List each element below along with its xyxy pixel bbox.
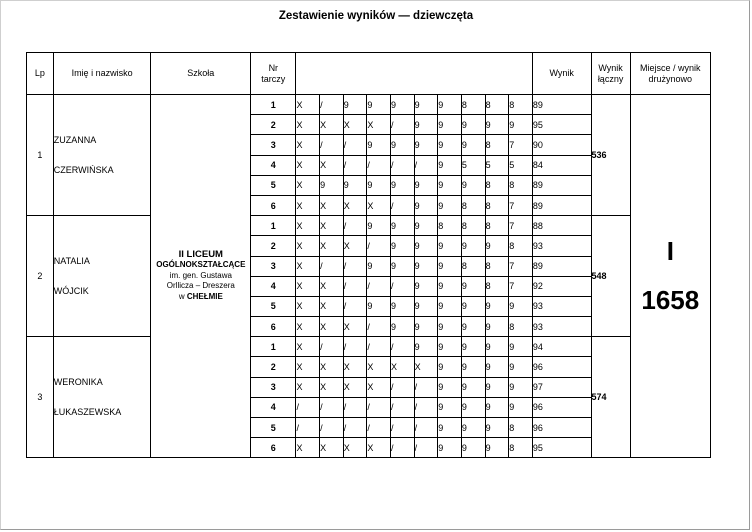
table-row xyxy=(27,95,711,115)
shot-cell: X xyxy=(296,135,320,155)
shot-cell: 9 xyxy=(485,296,509,316)
shot-cell: X xyxy=(320,296,344,316)
results-body xyxy=(27,95,711,458)
shot-cell: / xyxy=(391,276,415,296)
shot-cell: / xyxy=(414,155,438,175)
shot-cell: 9 xyxy=(485,418,509,438)
target-score: 93 xyxy=(532,296,591,316)
competitor-name xyxy=(53,95,151,216)
shot-cell: X xyxy=(296,195,320,215)
shot-cell: 8 xyxy=(485,95,509,115)
shot-cell: 9 xyxy=(461,337,485,357)
header-row xyxy=(27,53,711,95)
shot-cell: 7 xyxy=(509,216,533,236)
shot-cell: 9 xyxy=(367,135,391,155)
shot-cell: / xyxy=(320,397,344,417)
results-table xyxy=(26,52,711,458)
target-number: 3 xyxy=(251,377,296,397)
shot-cell: 9 xyxy=(485,357,509,377)
target-score: 96 xyxy=(532,418,591,438)
shot-cell: X xyxy=(367,195,391,215)
shot-cell: 9 xyxy=(367,175,391,195)
shot-cell: 9 xyxy=(367,256,391,276)
school-city: CHEŁMIE xyxy=(186,291,223,301)
target-number: 4 xyxy=(251,155,296,175)
shot-cell: 9 xyxy=(438,115,462,135)
shot-cell: X xyxy=(367,357,391,377)
target-number: 3 xyxy=(251,135,296,155)
competitor-last-name: ŁUKASZEWSKA xyxy=(53,407,122,418)
target-score: 93 xyxy=(532,317,591,337)
shot-cell: 9 xyxy=(438,317,462,337)
shot-cell: / xyxy=(320,95,344,115)
shot-cell: / xyxy=(391,195,415,215)
competitor-lp: 1 xyxy=(27,95,54,216)
shot-cell: X xyxy=(343,115,367,135)
shot-cell: 9 xyxy=(367,216,391,236)
shot-cell: 9 xyxy=(391,95,415,115)
competitor-total: 548 xyxy=(591,216,630,337)
competitor-first-name: ZUZANNA xyxy=(53,135,97,146)
shot-cell: X xyxy=(320,195,344,215)
shot-cell: X xyxy=(296,438,320,458)
shot-cell: 9 xyxy=(438,438,462,458)
shot-cell: 9 xyxy=(485,377,509,397)
shot-cell: / xyxy=(367,337,391,357)
shot-cell: 9 xyxy=(485,397,509,417)
shot-cell: 9 xyxy=(414,256,438,276)
shot-cell: 8 xyxy=(509,438,533,458)
shot-cell: X xyxy=(296,276,320,296)
shot-cell: / xyxy=(343,418,367,438)
shot-cell: X xyxy=(414,357,438,377)
shot-cell: X xyxy=(367,377,391,397)
target-score: 84 xyxy=(532,155,591,175)
shot-cell: X xyxy=(320,357,344,377)
shot-cell: X xyxy=(296,236,320,256)
shot-cell: X xyxy=(320,236,344,256)
shot-cell: 9 xyxy=(320,175,344,195)
shot-cell: / xyxy=(343,397,367,417)
shot-cell: 8 xyxy=(509,317,533,337)
target-score: 92 xyxy=(532,276,591,296)
target-score: 89 xyxy=(532,195,591,215)
shot-cell: 8 xyxy=(461,195,485,215)
shot-cell: 9 xyxy=(414,135,438,155)
shot-cell: 8 xyxy=(509,236,533,256)
school-line-4: Orllicza – Dreszera xyxy=(166,281,235,291)
shot-cell: 9 xyxy=(461,377,485,397)
competitor-last-name: CZERWIŃSKA xyxy=(53,165,114,176)
shot-cell: 9 xyxy=(414,296,438,316)
shot-cell: 9 xyxy=(461,317,485,337)
shot-cell: / xyxy=(391,377,415,397)
shot-cell: X xyxy=(296,357,320,377)
shot-cell: 5 xyxy=(461,155,485,175)
header-shots xyxy=(296,53,532,95)
team-score: 1658 xyxy=(641,285,700,316)
shot-cell: 9 xyxy=(438,397,462,417)
shot-cell: X xyxy=(343,438,367,458)
shot-cell: 9 xyxy=(509,377,533,397)
shot-cell: X xyxy=(320,115,344,135)
shot-cell: / xyxy=(343,135,367,155)
shot-cell: 9 xyxy=(509,115,533,135)
target-number: 6 xyxy=(251,438,296,458)
target-score: 96 xyxy=(532,397,591,417)
target-score: 95 xyxy=(532,115,591,135)
shot-cell: 8 xyxy=(485,216,509,236)
header-name: Imię i nazwisko xyxy=(53,53,151,95)
target-number: 3 xyxy=(251,256,296,276)
shot-cell: 9 xyxy=(461,236,485,256)
shot-cell: 9 xyxy=(509,296,533,316)
shot-cell: / xyxy=(391,418,415,438)
shot-cell: 9 xyxy=(461,175,485,195)
shot-cell: 9 xyxy=(367,296,391,316)
shot-cell: / xyxy=(367,276,391,296)
header-school: Szkoła xyxy=(151,53,251,95)
shot-cell: 7 xyxy=(509,195,533,215)
shot-cell: / xyxy=(343,216,367,236)
shot-cell: 9 xyxy=(414,115,438,135)
shot-cell: / xyxy=(343,296,367,316)
competitor-name xyxy=(53,337,151,458)
shot-cell: X xyxy=(296,115,320,135)
shot-cell: / xyxy=(296,418,320,438)
shot-cell: X xyxy=(343,195,367,215)
target-number: 4 xyxy=(251,276,296,296)
shot-cell: / xyxy=(391,397,415,417)
team-place: I xyxy=(666,236,674,267)
shot-cell: 9 xyxy=(414,195,438,215)
shot-cell: X xyxy=(296,95,320,115)
shot-cell: X xyxy=(296,377,320,397)
shot-cell: 9 xyxy=(438,195,462,215)
shot-cell: 8 xyxy=(461,256,485,276)
shot-cell: / xyxy=(367,418,391,438)
shot-cell: X xyxy=(296,337,320,357)
shot-cell: / xyxy=(296,397,320,417)
shot-cell: X xyxy=(343,357,367,377)
target-number: 1 xyxy=(251,216,296,236)
shot-cell: / xyxy=(320,418,344,438)
header-team: Miejsce / wynik drużynowo xyxy=(630,53,710,95)
competitor-lp: 3 xyxy=(27,337,54,458)
competitor-total: 574 xyxy=(591,337,630,458)
shot-cell: / xyxy=(391,155,415,175)
shot-cell: X xyxy=(343,317,367,337)
school-line-2: OGÓLNOKSZTAŁCĄCE xyxy=(156,260,246,270)
shot-cell: 9 xyxy=(438,377,462,397)
school-line-3: im. gen. Gustawa xyxy=(169,270,232,280)
target-score: 89 xyxy=(532,175,591,195)
shot-cell: / xyxy=(343,256,367,276)
shot-cell: 8 xyxy=(509,95,533,115)
shot-cell: X xyxy=(296,216,320,236)
shot-cell: 9 xyxy=(414,317,438,337)
shot-cell: 9 xyxy=(438,256,462,276)
shot-cell: X xyxy=(320,438,344,458)
shot-cell: X xyxy=(296,256,320,276)
shot-cell: / xyxy=(320,337,344,357)
shot-cell: / xyxy=(320,256,344,276)
target-score: 95 xyxy=(532,438,591,458)
shot-cell: X xyxy=(343,377,367,397)
shot-cell: 9 xyxy=(509,357,533,377)
shot-cell: 9 xyxy=(461,397,485,417)
shot-cell: 9 xyxy=(509,397,533,417)
shot-cell: 9 xyxy=(438,357,462,377)
shot-cell: X xyxy=(320,216,344,236)
shot-cell: 7 xyxy=(509,135,533,155)
shot-cell: X xyxy=(296,175,320,195)
shot-cell: 9 xyxy=(391,175,415,195)
shot-cell: 8 xyxy=(461,95,485,115)
shot-cell: / xyxy=(343,276,367,296)
competitor-last-name: WÓJCIK xyxy=(53,286,89,297)
shot-cell: 8 xyxy=(485,256,509,276)
header-nr-tarczy: Nr tarczy xyxy=(251,53,296,95)
shot-cell: X xyxy=(320,317,344,337)
shot-cell: 9 xyxy=(414,95,438,115)
shot-cell: / xyxy=(343,337,367,357)
shot-cell: 9 xyxy=(485,337,509,357)
shot-cell: 5 xyxy=(485,155,509,175)
shot-cell: / xyxy=(367,155,391,175)
school-cell xyxy=(151,95,251,458)
school-line-5 xyxy=(151,292,250,303)
shot-cell: 7 xyxy=(509,276,533,296)
shot-cell: 8 xyxy=(485,195,509,215)
shot-cell: 9 xyxy=(343,175,367,195)
shot-cell: 9 xyxy=(343,95,367,115)
shot-cell: 8 xyxy=(509,175,533,195)
school-line-1: II LICEUM xyxy=(178,248,223,260)
target-number: 6 xyxy=(251,195,296,215)
target-number: 1 xyxy=(251,337,296,357)
shot-cell: 9 xyxy=(438,296,462,316)
shot-cell: 8 xyxy=(509,418,533,438)
header-lp: Lp xyxy=(27,53,54,95)
shot-cell: 8 xyxy=(485,175,509,195)
shot-cell: 9 xyxy=(367,95,391,115)
shot-cell: 9 xyxy=(414,337,438,357)
target-number: 2 xyxy=(251,236,296,256)
shot-cell: X xyxy=(320,155,344,175)
shot-cell: / xyxy=(367,397,391,417)
competitor-lp: 2 xyxy=(27,216,54,337)
target-number: 2 xyxy=(251,115,296,135)
target-number: 5 xyxy=(251,296,296,316)
shot-cell: / xyxy=(414,438,438,458)
shot-cell: 9 xyxy=(438,135,462,155)
document-title: Zestawienie wyników — dziewczęta xyxy=(278,10,474,22)
shot-cell: 9 xyxy=(438,95,462,115)
target-score: 97 xyxy=(532,377,591,397)
shot-cell: 9 xyxy=(509,337,533,357)
shot-cell: X xyxy=(367,115,391,135)
shot-cell: 5 xyxy=(509,155,533,175)
table-row xyxy=(27,216,711,236)
shot-cell: 7 xyxy=(509,256,533,276)
shot-cell: 9 xyxy=(438,418,462,438)
shot-cell: / xyxy=(391,337,415,357)
shot-cell: X xyxy=(320,276,344,296)
shot-cell: X xyxy=(296,296,320,316)
shot-cell: 9 xyxy=(438,155,462,175)
shot-cell: 9 xyxy=(461,276,485,296)
target-score: 94 xyxy=(532,337,591,357)
header-wynik: Wynik xyxy=(532,53,591,95)
shot-cell: 9 xyxy=(391,296,415,316)
target-score: 89 xyxy=(532,256,591,276)
shot-cell: / xyxy=(320,135,344,155)
team-result-cell xyxy=(630,95,710,458)
shot-cell: / xyxy=(414,418,438,438)
shot-cell: 9 xyxy=(485,236,509,256)
shot-cell: 9 xyxy=(485,317,509,337)
target-score: 88 xyxy=(532,216,591,236)
target-number: 1 xyxy=(251,95,296,115)
shot-cell: X xyxy=(391,357,415,377)
shot-cell: 9 xyxy=(391,135,415,155)
shot-cell: X xyxy=(296,317,320,337)
shot-cell: 8 xyxy=(438,216,462,236)
target-score: 96 xyxy=(532,357,591,377)
shot-cell: 9 xyxy=(438,175,462,195)
shot-cell: 8 xyxy=(485,276,509,296)
shot-cell: X xyxy=(320,377,344,397)
competitor-name xyxy=(53,216,151,337)
target-score: 89 xyxy=(532,95,591,115)
shot-cell: 9 xyxy=(461,357,485,377)
shot-cell: X xyxy=(343,236,367,256)
shot-cell: 9 xyxy=(391,317,415,337)
target-number: 5 xyxy=(251,175,296,195)
shot-cell: / xyxy=(414,397,438,417)
target-number: 4 xyxy=(251,397,296,417)
shot-cell: 9 xyxy=(391,236,415,256)
shot-cell: X xyxy=(367,438,391,458)
shot-cell: X xyxy=(296,155,320,175)
shot-cell: / xyxy=(391,115,415,135)
competitor-first-name: NATALIA xyxy=(53,256,90,267)
target-number: 6 xyxy=(251,317,296,337)
shot-cell: 8 xyxy=(461,216,485,236)
shot-cell: 9 xyxy=(438,276,462,296)
shot-cell: 9 xyxy=(461,115,485,135)
table-row xyxy=(27,337,711,357)
shot-cell: 9 xyxy=(391,216,415,236)
shot-cell: 8 xyxy=(485,135,509,155)
shot-cell: 9 xyxy=(438,236,462,256)
competitor-total: 536 xyxy=(591,95,630,216)
shot-cell: / xyxy=(343,155,367,175)
shot-cell: / xyxy=(367,236,391,256)
shot-cell: / xyxy=(367,317,391,337)
shot-cell: 9 xyxy=(461,418,485,438)
shot-cell: / xyxy=(391,438,415,458)
target-score: 90 xyxy=(532,135,591,155)
target-score: 93 xyxy=(532,236,591,256)
shot-cell: 9 xyxy=(414,216,438,236)
shot-cell: 9 xyxy=(414,276,438,296)
shot-cell: 9 xyxy=(461,438,485,458)
header-wynik-laczny: Wynik łączny xyxy=(591,53,630,95)
shot-cell: 9 xyxy=(461,135,485,155)
shot-cell: 9 xyxy=(438,337,462,357)
shot-cell: / xyxy=(414,377,438,397)
shot-cell: 9 xyxy=(414,175,438,195)
shot-cell: 9 xyxy=(485,438,509,458)
shot-cell: 9 xyxy=(485,115,509,135)
shot-cell: 9 xyxy=(414,236,438,256)
target-number: 5 xyxy=(251,418,296,438)
school-city-prefix: w xyxy=(178,291,187,301)
shot-cell: 9 xyxy=(391,256,415,276)
competitor-first-name: WERONIKA xyxy=(53,377,103,388)
shot-cell: 9 xyxy=(461,296,485,316)
target-number: 2 xyxy=(251,357,296,377)
